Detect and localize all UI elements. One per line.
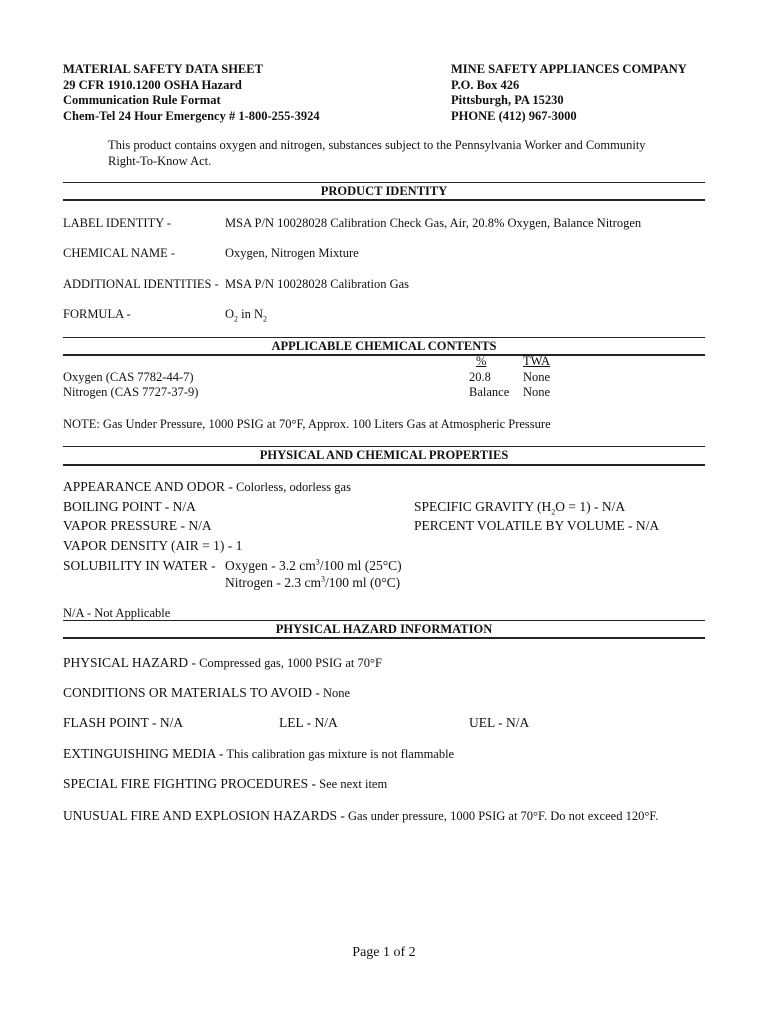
percent-volatile: PERCENT VOLATILE BY VOLUME - N/A xyxy=(414,518,660,533)
specific-gravity: SPECIFIC GRAVITY $(H_2O = 1) - N/A$ xyxy=(414,499,626,517)
divider xyxy=(63,446,705,447)
lel: LEL - N/A xyxy=(279,715,338,730)
extinguishing-media: EXTINGUISHING MEDIA - This calibration gas mixture is not flammable xyxy=(63,746,455,761)
divider xyxy=(63,637,705,639)
header-left xyxy=(63,62,320,124)
flash-point: FLASH POINT - N/A xyxy=(63,715,184,730)
solubility-nitrogen: Nitrogen - 2.3 $cm^3/100$ ml (0°C) xyxy=(225,574,401,590)
unusual-hazards: UNUSUAL FIRE AND EXPLOSION HAZARDS - Gas under pressure, 1000 PSIG at 70°F. Do not exceed 120°F. xyxy=(63,808,659,823)
doc-title: MATERIAL SAFETY DATA SHEET xyxy=(63,62,263,76)
formula-value: $O_2$ in $N_2$ xyxy=(225,307,268,324)
solubility-label: SOLUBILITY IN WATER - xyxy=(63,558,216,573)
rule-format: Communication Rule Format xyxy=(63,93,221,107)
divider xyxy=(63,464,705,466)
divider xyxy=(63,354,705,356)
label-identity-value: MSA P/N 10028028 Calibration Check Gas, Air, 20.8% Oxygen, Balance Nitrogen xyxy=(225,216,642,230)
solubility-oxygen: Oxygen - 3.2 $cm^3/100$ ml (25°C) xyxy=(225,557,402,573)
nitrogen-twa: None xyxy=(523,385,551,399)
company-city: Pittsburgh, PA 15230 xyxy=(451,93,564,107)
pressure-note: NOTE: Gas Under Pressure, 1000 PSIG at 70°F, Approx. 100 Liters Gas at Atmospheric Pressure xyxy=(63,417,551,431)
page-number: Page 1 of 2 xyxy=(352,945,416,960)
section-title-chemical-contents: APPLICABLE CHEMICAL CONTENTS xyxy=(271,339,497,353)
intro-line-1: This product contains oxygen and nitrogen, substances subject to the Pennsylvania Worker and Community xyxy=(108,138,646,152)
conditions-to-avoid: CONDITIONS OR MATERIALS TO AVOID - None xyxy=(63,685,351,700)
table-row-nitrogen: Nitrogen (CAS 7727-37-9) xyxy=(63,385,199,399)
intro-line-2: Right-To-Know Act. xyxy=(108,154,212,168)
oxygen-percent: 20.8 xyxy=(469,370,491,384)
formula-label: FORMULA - xyxy=(63,307,131,321)
column-header-percent: % xyxy=(476,354,487,368)
chemical-name-value: Oxygen, Nitrogen Mixture xyxy=(225,246,359,260)
header-right xyxy=(451,62,687,124)
special-fire-procedures: SPECIAL FIRE FIGHTING PROCEDURES - See next item xyxy=(63,776,388,791)
company-phone: PHONE (412) 967-3000 xyxy=(451,108,577,123)
na-note: N/A - Not Applicable xyxy=(63,606,171,620)
section-title-product-identity: PRODUCT IDENTITY xyxy=(320,184,448,198)
divider xyxy=(63,620,705,621)
column-header-twa: TWA xyxy=(523,354,551,368)
additional-identities-label: ADDITIONAL IDENTITIES - xyxy=(63,277,219,291)
appearance-odor: APPEARANCE AND ODOR - Colorless, odorless gas xyxy=(63,479,351,494)
osha-reference: 29 CFR 1910.1200 OSHA Hazard xyxy=(63,77,242,92)
boiling-point: BOILING POINT - N/A xyxy=(63,499,196,514)
company-name: MINE SAFETY APPLIANCES COMPANY xyxy=(451,62,687,76)
additional-identities-value: MSA P/N 10028028 Calibration Gas xyxy=(225,277,410,291)
chemical-name-label: CHEMICAL NAME - xyxy=(63,246,176,260)
section-title-physical-properties: PHYSICAL AND CHEMICAL PROPERTIES xyxy=(259,448,509,462)
company-po-box: P.O. Box 426 xyxy=(451,77,520,92)
table-row-oxygen: Oxygen (CAS 7782-44-7) xyxy=(63,370,194,384)
label-identity-label: LABEL IDENTITY - xyxy=(63,216,172,230)
vapor-pressure: VAPOR PRESSURE - N/A xyxy=(63,518,212,533)
physical-hazard: PHYSICAL HAZARD - Compressed gas, 1000 PSIG at 70°F xyxy=(63,655,382,670)
nitrogen-percent: Balance xyxy=(469,385,510,399)
vapor-density: VAPOR DENSITY (AIR = 1) - 1 xyxy=(63,538,243,553)
uel: UEL - N/A xyxy=(469,715,530,730)
section-title-hazard: PHYSICAL HAZARD INFORMATION xyxy=(275,622,493,636)
divider xyxy=(63,199,705,201)
divider xyxy=(63,337,705,338)
intro-paragraph xyxy=(108,137,646,169)
oxygen-twa: None xyxy=(523,370,551,384)
emergency-phone: Chem-Tel 24 Hour Emergency # 1-800-255-3924 xyxy=(63,108,320,123)
divider xyxy=(63,182,705,183)
